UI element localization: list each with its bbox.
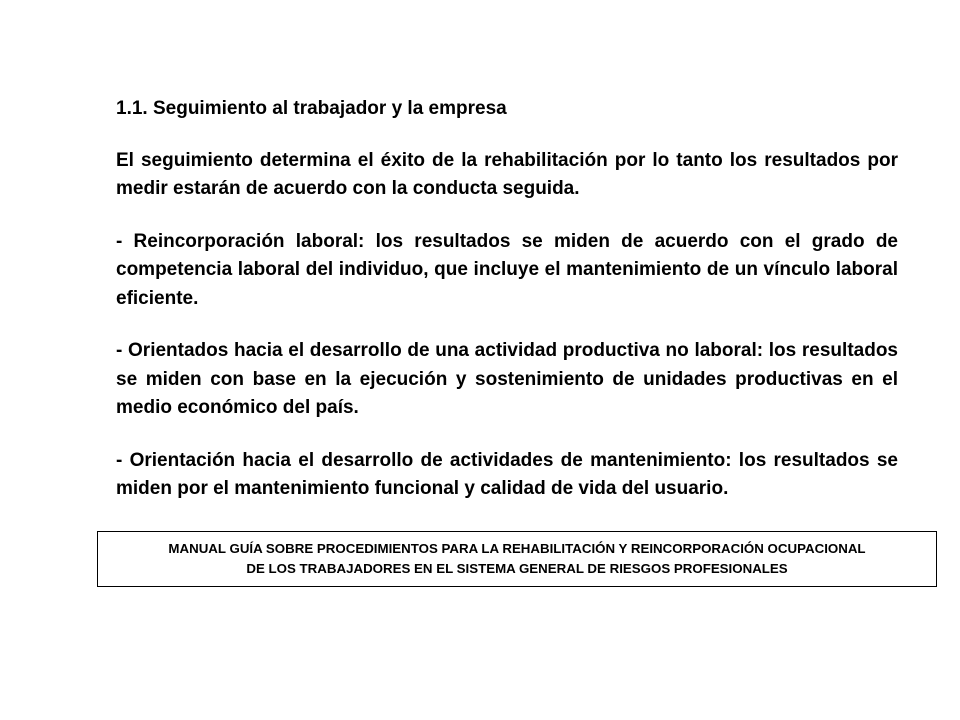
bullet-actividades-mantenimiento: - Orientación hacia el desarrollo de actividades de mantenimiento: los resultados se miden por el mantenimiento funcional y calidad de vida del usuario.: [116, 449, 898, 499]
footer-line-2: DE LOS TRABAJADORES EN EL SISTEMA GENERAL DE RIESGOS PROFESIONALES: [246, 561, 788, 576]
footer-text: [102, 539, 932, 579]
intro-paragraph: El seguimiento determina el éxito de la rehabilitación por lo tanto los resultados por medir estarán de acuerdo con la conducta seguida.: [116, 149, 898, 199]
bullet-actividad-productiva: - Orientados hacia el desarrollo de una actividad productiva no laboral: los resultados se miden con base en la ejecución y sostenimiento de unidades productivas en el medio económico del país.: [116, 340, 898, 418]
section-heading: 1.1. Seguimiento al trabajador y la empresa: [116, 98, 507, 119]
footer-banner: [97, 531, 937, 587]
bullet-reincorporacion-laboral: - Reincorporación laboral: los resultados se miden de acuerdo con el grado de competencia laboral del individuo, que incluye el mantenimiento de un vínculo laboral eficiente.: [116, 230, 898, 309]
slide-body: [116, 95, 898, 504]
footer-line-1: MANUAL GUÍA SOBRE PROCEDIMIENTOS PARA LA REHABILITACIÓN Y REINCORPORACIÓN OCUPACIONAL: [168, 541, 866, 556]
